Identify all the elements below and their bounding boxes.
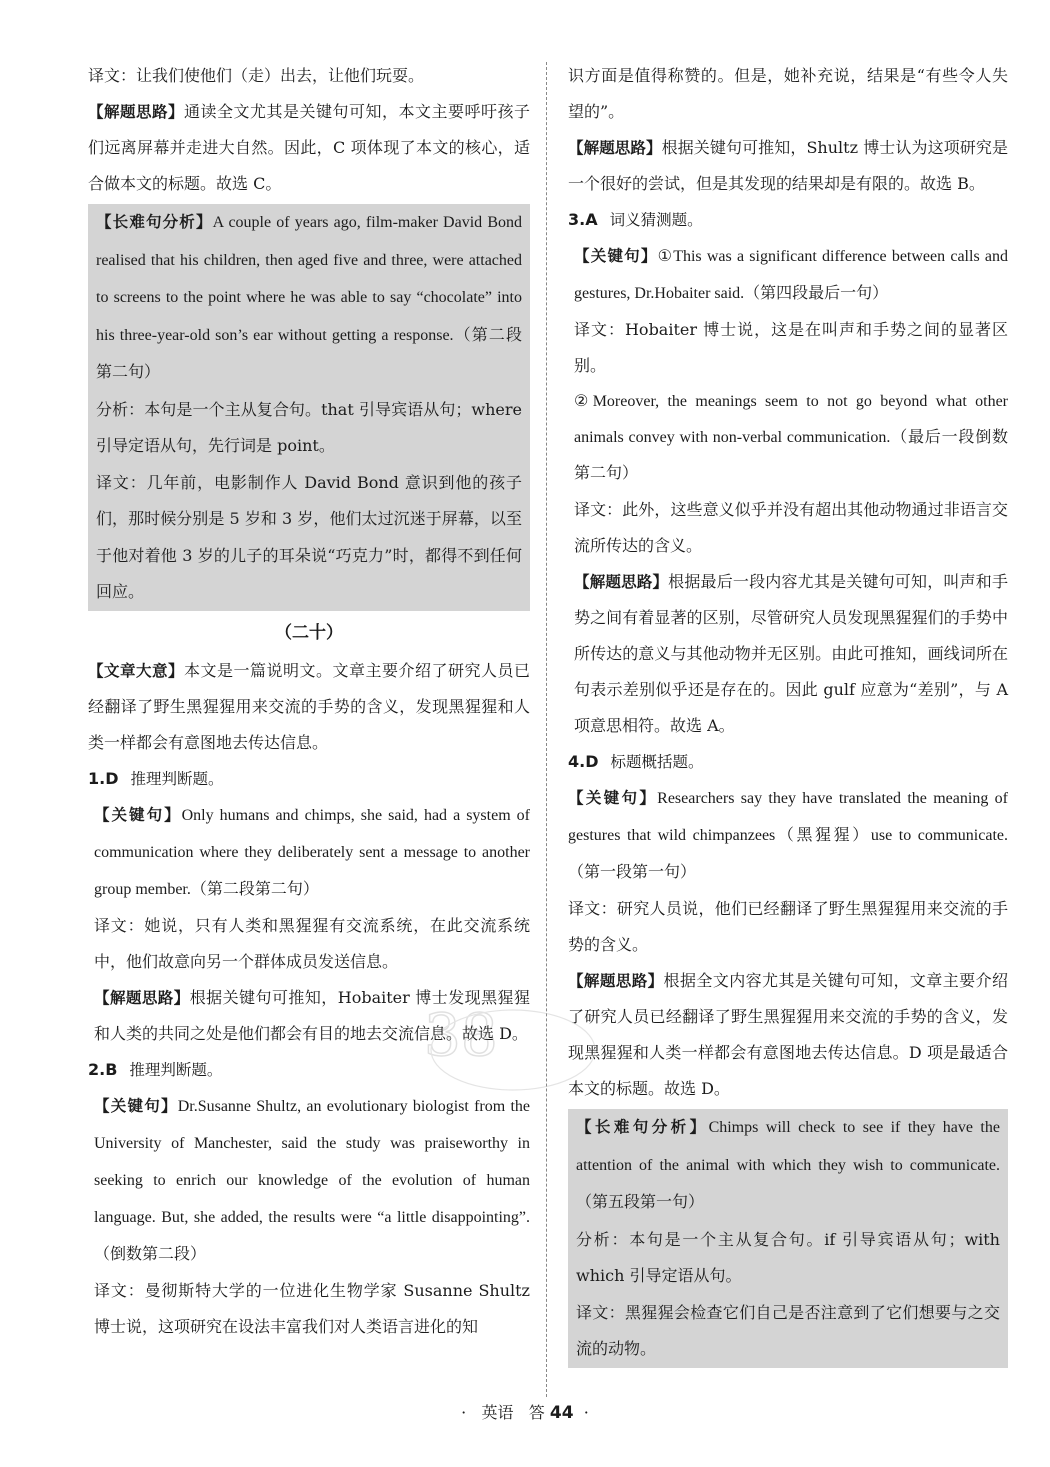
question-header-3 [568, 202, 1008, 238]
solution-tag: 【解题思路】 [94, 988, 190, 1007]
key-sentence-paragraph [568, 780, 1008, 891]
footer-dot: · [583, 1403, 589, 1422]
solution-text: 根据关键句可推知，Hobaiter 博士发现黑猩猩和人类的共同之处是他们都会有目的地去交流信息。故选 D。 [94, 987, 530, 1043]
key-sentence-paragraph [568, 238, 1008, 312]
translation-text: 译文：此外，这些意义似乎并没有超出其他动物通过非语言交流所传达的含义。 [574, 500, 1008, 555]
solution-paragraph [568, 564, 1008, 744]
footer-subject: 英语 [481, 1403, 514, 1422]
key-sentence-text: Dr.Susanne Shultz, an evolutionary biologist from the University of Manchester, said the study was praiseworthy in seeking to enrich our knowledge of the evolution of human language. But, she added, the results were “a little disappointing”.（倒数第二段） [94, 1097, 530, 1263]
summary-tag: 【文章大意】 [88, 661, 184, 680]
long-sentence-tag: 【长难句分析】 [576, 1118, 709, 1136]
long-sentence-text: Chimps will check to see if they have the attention of the animal with which they wish to communicate.（第五段第一句） [576, 1119, 1000, 1211]
translation-text: 译文：曼彻斯特大学的一位进化生物学家 Susanne Shultz 博士说，这项研究在设法丰富我们对人类语言进化的知 [94, 1280, 530, 1336]
solution-text: 根据关键句可推知，Shultz 博士认为这项研究是一个很好的尝试，但是其发现的结果却是有限的。故选 B。 [568, 138, 1008, 193]
footer-answer-label: 答 [528, 1403, 545, 1422]
question-number: 2.B [88, 1059, 118, 1079]
question-type: 标题概括题。 [610, 753, 704, 771]
question-header-1 [88, 761, 530, 797]
question-type: 推理判断题。 [129, 1060, 223, 1079]
solution-tag: 【解题思路】 [568, 972, 664, 990]
long-sentence-tag: 【长难句分析】 [96, 213, 213, 231]
right-column [568, 58, 1008, 1370]
question-type: 词义猜测题。 [609, 211, 703, 229]
long-sentence-translation: 译文：几年前，电影制作人 David Bond 意识到他的孩子们，那时候分别是 5 岁和 3 岁，他们太过沉迷于屏幕，以至于他对着他 3 岁的儿子的耳朵说“巧克力”时，都得不到任何回应。 [96, 472, 522, 601]
solution-text: 根据最后一段内容尤其是关键句可知，叫声和手势之间有着显著的区别，尽管研究人员发现黑猩猩们的手势中所传达的意义与其他动物并无区别。由此可推知，画线词所在句表示差别似乎还是存在的。因此 gulf 应意为“差别”，与 A 项意思相符。故选 A。 [574, 572, 1008, 735]
key-sentence-paragraph [88, 1088, 530, 1273]
svg-text:38: 38 [424, 1001, 498, 1069]
page-number: 44 [549, 1403, 574, 1423]
long-sentence-translation: 译文：黑猩猩会检查它们自己是否注意到了它们想要与之交流的动物。 [576, 1302, 1000, 1358]
key-sentence-text: Researchers say they have translated the meaning of gestures that wild chimpanzees（黑猩猩）use to communicate.（第一段第一句） [568, 790, 1008, 881]
question-number: 4.D [568, 752, 599, 771]
key-sentence-tag: 【关键句】 [94, 1096, 178, 1115]
translation-text: 译文：让我们使他们（走）出去，让他们玩耍。 [88, 66, 425, 85]
summary-text: 本文是一篇说明文。文章主要介绍了研究人员已经翻译了野生黑猩猩用来交流的手势的含义，发现黑猩猩和人类一样都会有意图地去传达信息。 [88, 660, 530, 752]
translation-text: 译文：Hobaiter 博士说，这是在叫声和手势之间的显著区别。 [574, 320, 1008, 375]
solution-tag: 【解题思路】 [88, 103, 184, 121]
translation-text: 译文：她说，只有人类和黑猩猩有交流系统，在此交流系统中，他们故意向另一个群体成员发送信息。 [94, 915, 530, 971]
key-sentence-paragraph [88, 797, 530, 908]
watermark-logo [418, 995, 598, 1105]
footer-dot: · [461, 1403, 467, 1422]
key-sentence-tag: 【关键句】 [568, 789, 658, 807]
key-sentence-text-1: ①This was a significant difference between calls and gestures, Dr.Hobaiter said.（第四段最后一句） [574, 248, 1008, 302]
question-number: 1.D [88, 768, 119, 788]
page-footer [0, 1400, 1050, 1423]
long-sentence-box [568, 1109, 1008, 1368]
long-sentence-box [88, 204, 530, 611]
key-sentence-text: Only humans and chimps, she said, had a system of communication where they deliberately sent a message to another group member.（第二段第二句） [94, 806, 530, 898]
question-type: 推理判断题。 [130, 769, 224, 788]
question-header-4 [568, 744, 1008, 780]
column-divider [546, 62, 547, 1397]
key-sentence-tag: 【关键句】 [574, 247, 658, 265]
left-column [88, 58, 530, 1345]
solution-paragraph [568, 130, 1008, 202]
solution-text: 通读全文尤其是关键句可知，本文主要呼吁孩子们远离屏幕并走进大自然。因此，C 项体现了本文的核心，适合做本文的标题。故选 C。 [88, 102, 530, 193]
summary-paragraph [88, 653, 530, 761]
key-sentence-text-2: ②Moreover, the meanings seem to not go beyond what other animals convey with non-verbal communication.（最后一段倒数第二句） [574, 393, 1008, 482]
solution-tag: 【解题思路】 [568, 139, 662, 157]
long-sentence-analysis: 分析：本句是一个主从复合句。if 引导宾语从句；with which 引导定语从句。 [576, 1229, 1000, 1285]
long-sentence-analysis: 分析：本句是一个主从复合句。that 引导宾语从句；where 引导定语从句，先行词是 point。 [96, 399, 522, 455]
key-sentence-tag: 【关键句】 [94, 805, 182, 824]
solution-paragraph [568, 963, 1008, 1107]
solution-paragraph [88, 94, 530, 202]
question-number: 3.A [568, 210, 598, 229]
long-sentence-text: A couple of years ago, film-maker David Bond realised that his children, then aged five and three, were attached to screens to the point where he was able to say “chocolate” into his three-year-old son’s ear without getting a response.（第二段第二句） [96, 214, 522, 381]
solution-text: 根据全文内容尤其是关键句可知，文章主要介绍了研究人员已经翻译了野生黑猩猩用来交流的手势的含义，发现黑猩猩和人类一样都会有意图地去传达信息。D 项是最适合本文的标题。故选 D。 [568, 971, 1008, 1098]
translation-text: 译文：研究人员说，他们已经翻译了野生黑猩猩用来交流的手势的含义。 [568, 899, 1008, 954]
solution-tag: 【解题思路】 [574, 573, 669, 591]
translation-continued: 识方面是值得称赞的。但是，她补充说，结果是“有些令人失望的”。 [568, 66, 1008, 121]
section-title: （二十） [275, 622, 343, 643]
